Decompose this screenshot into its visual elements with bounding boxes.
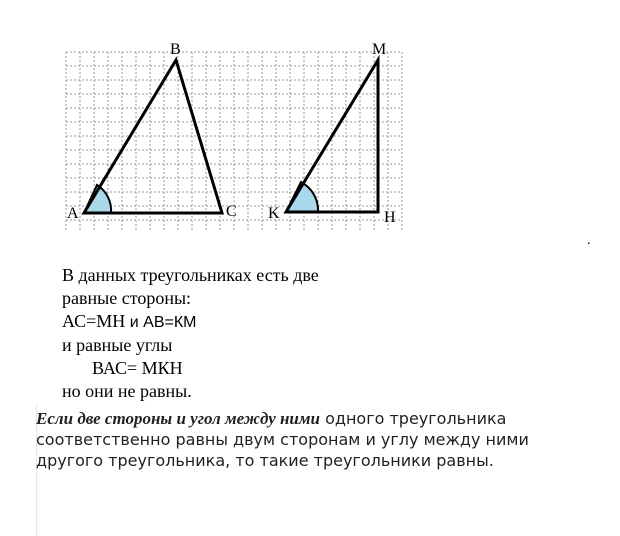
theorem-rest: одного треугольника соответственно равны двум сторонам и углу между ними другого треугольника, то такие треугольники равны. (36, 409, 529, 470)
text-line-2: равные стороны: (62, 288, 192, 308)
vertex-label-k: K (268, 205, 280, 222)
text-line-1: В данных треугольниках есть две (62, 265, 319, 285)
text-equality-ab-km: и AB=КМ (129, 314, 197, 331)
theorem-text (36, 408, 562, 471)
text-line-6: но они не равны. (62, 381, 192, 401)
vertex-label-c: C (226, 203, 237, 220)
text-equality-ac-mh: АС=МН (62, 311, 126, 331)
vertex-label-m: M (372, 41, 387, 58)
vertex-label-b: B (170, 41, 181, 58)
triangles-figure (0, 0, 620, 260)
vertex-label-a: A (67, 205, 79, 222)
stray-dot: . (587, 233, 591, 248)
text-line-5: ВАС= МКН (92, 358, 183, 378)
explanation-text (62, 264, 319, 403)
theorem-emphasis: Если две стороны и угол между ними (36, 409, 320, 428)
text-line-4: и равные углы (62, 335, 173, 355)
text-line-3 (62, 310, 319, 334)
triangle-abc (84, 60, 222, 213)
vertex-label-h: H (384, 209, 396, 226)
